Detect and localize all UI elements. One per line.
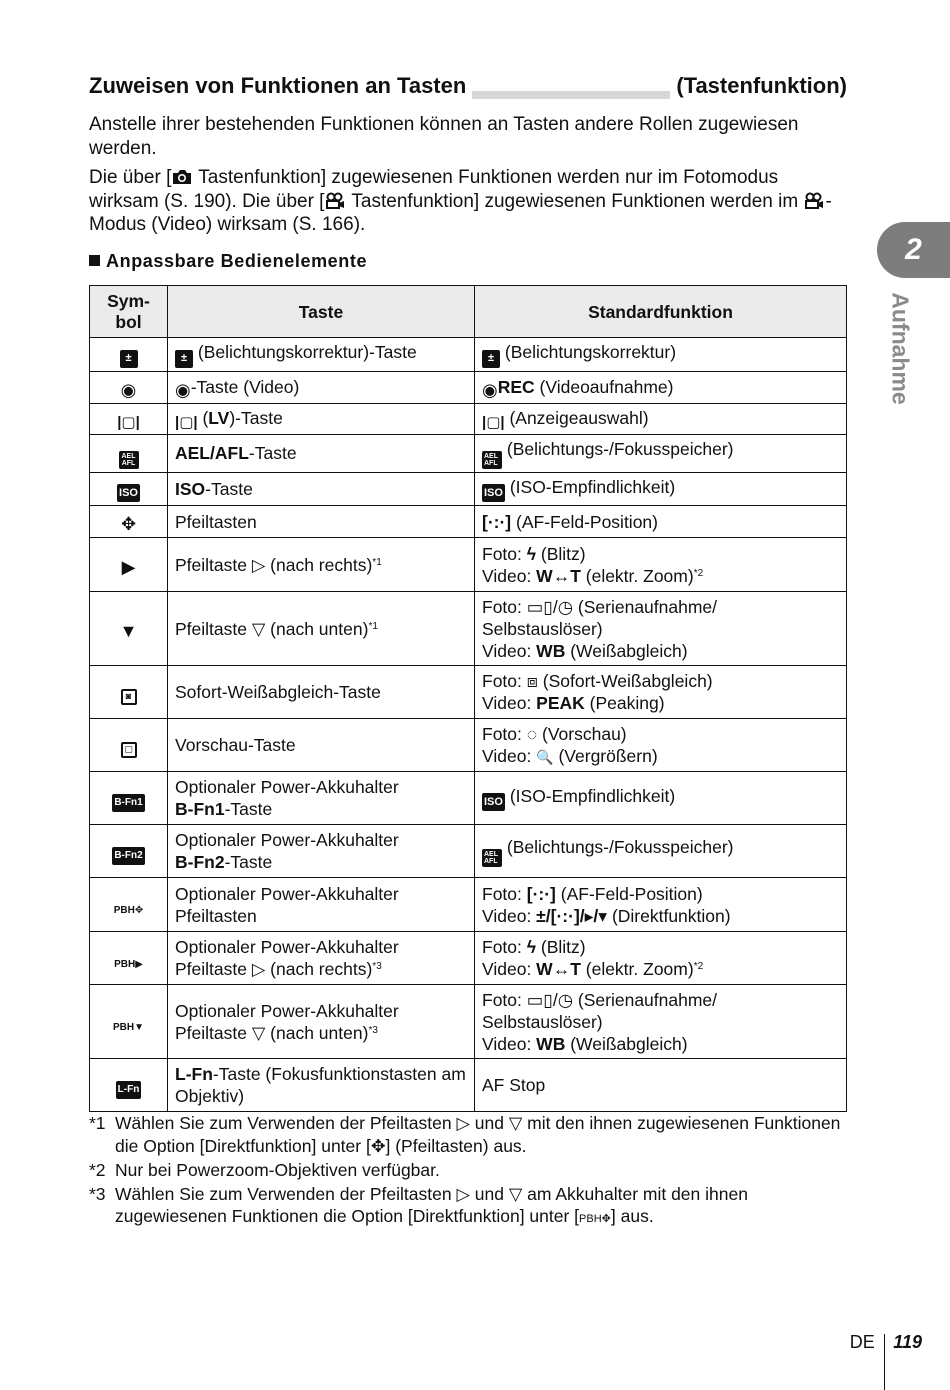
cell-bold: WB — [536, 640, 566, 661]
square-bullet-icon — [89, 255, 100, 266]
exposure-comp-icon: ± — [120, 350, 138, 368]
cell-text: (AF-Feld-Position) — [516, 511, 658, 532]
table-row — [90, 338, 847, 372]
cell-bold: WB — [536, 1033, 566, 1054]
cell-text: (AF-Feld-Position) — [555, 883, 703, 904]
ael-afl-icon: AEL AFL — [482, 451, 502, 469]
zoom-wt-icon: W↔T — [536, 565, 581, 586]
table-row — [90, 592, 847, 666]
cell-text: AF Stop — [482, 1075, 546, 1095]
pbh-arrow-down-icon: PBH▼ — [112, 1022, 144, 1033]
cell-text: (Videoaufnahme) — [534, 376, 674, 397]
footnote-ref: *3 — [368, 1024, 378, 1036]
cell-text: Optionaler Power-Akkuhalter — [175, 1000, 399, 1021]
cell-text: Foto: — [482, 596, 527, 617]
table-row — [90, 985, 847, 1059]
ael-afl-icon: AEL AFL — [119, 451, 139, 469]
b-fn1-icon: B-Fn1 — [112, 794, 144, 812]
cell-text: Optionaler Power-Akkuhalter — [175, 883, 399, 904]
table-row — [90, 932, 847, 985]
cell-text: Selbstauslöser) — [482, 618, 603, 639]
pbh-arrow-pad-icon: PBH✥ — [579, 1213, 611, 1225]
camera-icon — [171, 168, 193, 186]
magnify-icon: 🔍 — [536, 748, 554, 765]
preview-button-icon — [121, 742, 137, 758]
arrow-pad-icon: ✥ — [120, 514, 137, 534]
header-symbol: Sym- bol — [90, 286, 168, 338]
cell-text: -Taste — [224, 852, 273, 872]
table-row — [90, 825, 847, 878]
cell-text: Foto: — [482, 723, 527, 744]
table-row — [90, 506, 847, 538]
chapter-label — [870, 288, 930, 408]
cell-text: Video: — [482, 905, 537, 926]
movie-icon — [803, 192, 825, 210]
footnote-2 — [89, 1159, 849, 1182]
cell-bold: L-Fn — [175, 1064, 213, 1084]
page-title-row — [89, 72, 847, 100]
footnote-text — [115, 1183, 849, 1231]
footnote-ref: *2 — [693, 567, 704, 579]
header-taste: Taste — [168, 286, 475, 338]
cell-bold: B-Fn2 — [175, 852, 225, 872]
arrow-down-icon: ▼ — [119, 621, 138, 641]
table-row — [90, 371, 847, 403]
cell-text: -Taste — [205, 478, 253, 499]
pbh-arrow-pad-icon: PBH✥ — [113, 905, 144, 916]
record-icon: ◉ — [175, 379, 191, 400]
header-standard: Standardfunktion — [475, 286, 847, 338]
wb-button-icon — [121, 689, 137, 705]
footnote-text-a: Wählen Sie zum Verwenden der Pfeiltasten ▷ und ▽ mit den ihnen zugewiesenen Funktionen die Option [Direktfunktion] unter [ — [115, 1113, 841, 1156]
table-header-row — [90, 286, 847, 338]
cell-text: (Belichtungs-/Fokusspeicher) — [506, 836, 734, 857]
cell-text: Video: — [482, 693, 537, 713]
cell-text: Video: — [482, 640, 537, 661]
cell-text: -Taste — [248, 443, 297, 463]
footnote-text: Nur bei Powerzoom-Objektiven verfügbar. — [115, 1159, 440, 1180]
cell-text: (Peaking) — [584, 693, 665, 713]
cell-text: (Sofort-Weißabgleich) — [537, 671, 713, 691]
cell-text: Optionaler Power-Akkuhalter — [175, 830, 399, 850]
cell-text: (Belichtungs-/Fokusspeicher) — [506, 438, 734, 459]
cell-text: Foto: — [482, 937, 527, 957]
one-touch-wb-icon: ⧈ — [526, 671, 538, 691]
cell-text: Pfeiltaste ▽ (nach unten) — [175, 618, 369, 639]
cell-text: )-Taste — [229, 408, 283, 428]
cell-text: (elektr. Zoom) — [580, 565, 694, 586]
section-heading: Anpassbare Bedienelemente — [89, 251, 367, 272]
direct-function-icons: ±/[·:·]/▸/▾ — [536, 905, 608, 926]
cell-bold: PEAK — [536, 693, 585, 713]
cell-text: (ISO-Empfindlichkeit) — [509, 476, 676, 497]
cell-text: (Blitz) — [536, 937, 586, 957]
cell-text: (Vergrößern) — [553, 745, 658, 766]
table-row — [90, 538, 847, 592]
table-row — [90, 434, 847, 472]
pbh-arrow-right-icon: PBH▶ — [114, 958, 143, 970]
footnote-mark: *1 — [89, 1113, 106, 1133]
cell-text: (Weißabgleich) — [565, 1033, 688, 1054]
footnotes — [89, 1112, 849, 1232]
page-title: Zuweisen von Funktionen an Tasten — [89, 72, 472, 100]
cell-text: Pfeiltasten — [175, 905, 257, 926]
footnote-text-b: ] aus. — [610, 1206, 654, 1226]
footnote-ref: *1 — [368, 620, 378, 632]
chapter-label-text: Aufnahme — [887, 291, 914, 405]
iso-icon: ISO — [482, 484, 505, 502]
flash-icon: ϟ — [526, 937, 537, 957]
cell-text: (Vorschau) — [537, 723, 627, 744]
table-row — [90, 1059, 847, 1112]
table-row — [90, 878, 847, 932]
l-fn-icon: L-Fn — [116, 1081, 142, 1099]
button-function-table — [89, 285, 847, 1112]
footnote-ref: *2 — [693, 961, 704, 972]
movie-icon — [324, 192, 346, 210]
cell-text: -Taste (Fokusfunktionstasten am Objektiv) — [175, 1064, 466, 1106]
intro-paragraph-2: Die über [ Tastenfunktion] zugewiesenen Funktionen werden nur im Fotomodus wirksam (S. 190). Die über [ Tastenfunktion] zugewiesenen Funktionen werden im -Modus (Video) wirksam (S. 166). — [89, 167, 832, 235]
footnote-text — [115, 1112, 849, 1157]
iso-icon: ISO — [117, 484, 140, 502]
table-row — [90, 403, 847, 434]
cell-text: (Anzeigeauswahl) — [509, 408, 649, 428]
af-target-icon: [·:·] — [482, 511, 512, 532]
page-footer — [850, 1294, 922, 1390]
sequential-timer-icon: ▭▯/◷ — [526, 989, 574, 1010]
cell-bold: LV — [208, 408, 230, 428]
cell-text: (Blitz) — [536, 543, 586, 564]
cell-text: Foto: — [482, 883, 527, 904]
page-title-suffix: (Tastenfunktion) — [670, 72, 847, 100]
iso-icon: ISO — [482, 793, 505, 811]
cell-text: Pfeiltaste ▷ (nach rechts) — [175, 554, 373, 575]
cell-text: Foto: — [482, 543, 527, 564]
footnote-1 — [89, 1112, 849, 1157]
footnote-mark: *2 — [89, 1159, 106, 1180]
cell-text: Pfeiltasten — [175, 511, 257, 532]
display-select-icon: |▢| — [175, 414, 198, 431]
cell-text: Selbstauslöser) — [482, 1011, 603, 1032]
cell-text: (elektr. Zoom) — [580, 959, 694, 979]
cell-text: Sofort-Weißabgleich-Taste — [175, 682, 381, 702]
cell-text: Vorschau-Taste — [175, 735, 296, 755]
cell-text: Pfeiltaste ▷ (nach rechts) — [175, 959, 373, 979]
arrow-pad-icon: ✥ — [370, 1135, 386, 1156]
cell-text: Foto: — [482, 989, 527, 1010]
cell-text: Video: — [482, 959, 537, 979]
cell-text: Video: — [482, 1033, 537, 1054]
intro-paragraph-1: Anstelle ihrer bestehenden Funktionen können an Tasten andere Rollen zugewiesen werden. — [89, 114, 799, 159]
cell-text: Optionaler Power-Akkuhalter — [175, 777, 399, 797]
cell-text: (Belichtungskorrektur)-Taste — [197, 342, 417, 362]
footnote-text-b: ] (Pfeiltasten) aus. — [385, 1135, 527, 1156]
wb-button-glyph: ◙ — [125, 691, 132, 702]
cell-text: -Taste (Video) — [190, 376, 300, 397]
footer-divider — [884, 1334, 886, 1390]
footnote-text-a: Wählen Sie zum Verwenden der Pfeiltasten ▷ und ▽ am Akkuhalter mit den ihnen zugewiesenen Funktionen die Option [Direktfunktion] unter [ — [115, 1183, 748, 1226]
cell-text: ( — [197, 408, 209, 428]
cell-bold: ISO — [175, 478, 206, 499]
exposure-comp-icon: ± — [482, 350, 500, 368]
footnote-3 — [89, 1183, 849, 1231]
zoom-wt-icon: W↔T — [536, 959, 581, 979]
record-icon: ◉ — [120, 379, 137, 400]
flash-icon: ϟ — [526, 543, 537, 564]
chapter-tab: 2 — [877, 222, 950, 278]
cell-text: (Serienaufnahme/ — [573, 989, 718, 1010]
cell-text: Foto: — [482, 671, 527, 691]
table-row — [90, 772, 847, 825]
cell-text: (Belichtungskorrektur) — [504, 342, 677, 362]
cell-text: Video: — [482, 745, 537, 766]
sequential-timer-icon: ▭▯/◷ — [526, 596, 574, 617]
record-icon: ◉ — [482, 379, 498, 400]
footnote-mark: *3 — [89, 1183, 106, 1204]
cell-text: (Weißabgleich) — [565, 640, 688, 661]
arrow-right-icon: ▶ — [121, 557, 136, 577]
cell-bold: REC — [497, 376, 535, 397]
language-code: DE — [849, 1331, 875, 1352]
table-row — [90, 472, 847, 506]
preview-icon: ◌ — [526, 723, 538, 744]
display-select-icon: |▢| — [117, 414, 140, 431]
cell-text: Pfeiltaste ▽ (nach unten) — [175, 1022, 369, 1043]
cell-text: (Direktfunktion) — [607, 905, 731, 926]
exposure-comp-icon: ± — [175, 350, 193, 368]
preview-button-glyph: ▢ — [124, 744, 133, 755]
cell-bold: AEL/AFL — [175, 443, 249, 463]
cell-text: (ISO-Empfindlichkeit) — [509, 785, 676, 806]
page-number: 119 — [893, 1331, 922, 1352]
ael-afl-icon: AEL AFL — [482, 849, 502, 867]
af-target-icon: [·:·] — [526, 883, 556, 904]
cell-bold: B-Fn1 — [175, 799, 225, 819]
table-row — [90, 719, 847, 772]
cell-text: Video: — [482, 565, 537, 586]
cell-text: -Taste — [224, 799, 273, 819]
footnote-ref: *1 — [372, 556, 382, 568]
footnote-ref: *3 — [372, 961, 382, 972]
display-select-icon: |▢| — [482, 414, 505, 431]
b-fn2-icon: B-Fn2 — [112, 847, 144, 865]
cell-text: Optionaler Power-Akkuhalter — [175, 937, 399, 957]
table-row — [90, 666, 847, 719]
cell-text: (Serienaufnahme/ — [573, 596, 718, 617]
